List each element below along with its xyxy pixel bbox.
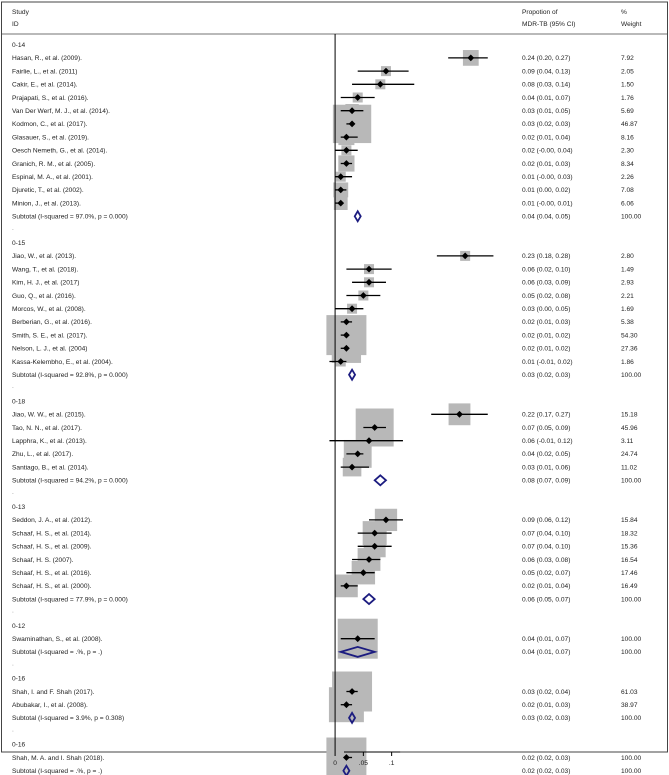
study-effect-ci: 0.09 (0.04, 0.13): [522, 68, 571, 76]
study-name: Seddon, J. A., et al. (2012).: [12, 517, 92, 525]
study-name: Morcos, W., et al. (2008).: [12, 306, 86, 313]
study-name: Hasan, R., et al. (2009).: [12, 55, 83, 63]
study-weight: 2.26: [621, 174, 634, 181]
subtotal-effect-ci: 0.08 (0.07, 0.09): [522, 477, 571, 485]
study-effect-ci: 0.03 (0.01, 0.06): [522, 464, 571, 472]
subtotal-effect-ci: 0.03 (0.02, 0.03): [522, 715, 571, 723]
study-weight: 8.16: [621, 134, 634, 142]
study-weight: 2.05: [621, 68, 634, 76]
subtotal-label: Subtotal (I-squared = 77.9%, p = 0.000): [12, 596, 128, 604]
study-effect-ci: 0.01 (-0.00, 0.03): [522, 174, 573, 181]
group-label: 0-15: [12, 240, 26, 247]
study-name: Van Der Werf, M. J., et al. (2014).: [12, 108, 110, 115]
group-label: 0-13: [12, 504, 26, 511]
subtotal-effect-ci: 0.04 (0.04, 0.05): [522, 213, 571, 221]
group-label: 0-14: [12, 42, 26, 49]
study-name: Kim, H. J., et al. (2017): [12, 279, 80, 287]
subtotal-diamond: [355, 211, 361, 221]
study-effect-ci: 0.05 (0.02, 0.08): [522, 292, 571, 300]
study-effect-ci: 0.09 (0.06, 0.12): [522, 517, 571, 525]
study-effect-ci: 0.07 (0.05, 0.09): [522, 424, 571, 432]
study-effect-ci: 0.07 (0.04, 0.10): [522, 530, 571, 538]
subtotal-weight: 100.00: [621, 715, 642, 723]
header-id-label: ID: [12, 21, 19, 28]
group-label: 0-16: [12, 675, 26, 683]
subtotal-label: Subtotal (I-squared = 97.0%, p = 0.000): [12, 213, 128, 221]
x-tick-label: .05: [358, 760, 368, 767]
study-name: Schaaf, H. S., et al. (2000).: [12, 583, 92, 591]
study-effect-ci: 0.06 (0.02, 0.10): [522, 266, 571, 274]
study-effect-ci: 0.04 (0.01, 0.07): [522, 636, 571, 643]
study-name: Nelson, L. J., et al. (2004): [12, 345, 88, 353]
study-name: Minion, J., et al. (2013).: [12, 200, 81, 208]
study-name: Smith, S. E., et al. (2017).: [12, 332, 88, 340]
group-label: 0-12: [12, 622, 26, 630]
subtotal-effect-ci: 0.03 (0.02, 0.03): [522, 372, 571, 379]
header-weight-percent: %: [621, 9, 627, 16]
study-name: Jiao, W., et al. (2013).: [12, 253, 77, 261]
study-weight: 2.80: [621, 253, 634, 261]
study-effect-ci: 0.07 (0.04, 0.10): [522, 543, 571, 551]
study-weight: 1.49: [621, 266, 634, 274]
study-name: Tao, N. N., et al. (2017).: [12, 424, 82, 432]
study-effect-ci: 0.06 (0.03, 0.08): [522, 556, 571, 564]
study-weight: 24.74: [621, 451, 638, 459]
study-weight: 1.50: [621, 81, 634, 89]
study-weight: 15.18: [621, 411, 638, 419]
study-name: Berberian, G., et al. (2016).: [12, 319, 92, 327]
study-effect-ci: 0.01 (0.00, 0.02): [522, 187, 571, 195]
study-name: Shah, I. and F. Shah (2017).: [12, 688, 95, 696]
study-effect-ci: 0.02 (0.01, 0.03): [522, 160, 571, 168]
study-effect-ci: 0.02 (0.01, 0.03): [522, 702, 571, 709]
study-effect-ci: 0.22 (0.17, 0.27): [522, 411, 571, 419]
study-weight: 16.54: [621, 556, 638, 564]
study-name: Kassa-Kelembho, E., et al. (2004).: [12, 358, 113, 366]
header-effect-label: Propotion of: [522, 9, 558, 16]
subtotal-diamond: [349, 370, 355, 380]
study-effect-ci: 0.05 (0.02, 0.07): [522, 570, 571, 577]
group-spacer-dot: .: [12, 726, 14, 734]
study-weight: 46.87: [621, 121, 638, 129]
study-effect-ci: 0.02 (0.01, 0.02): [522, 332, 571, 340]
group-label: 0-18: [12, 398, 26, 406]
study-weight: 100.00: [621, 754, 642, 762]
study-name: Schaaf, H. S. (2007).: [12, 556, 74, 564]
study-name: Espinal, M. A., et al. (2001).: [12, 174, 93, 181]
study-effect-ci: 0.02 (0.01, 0.04): [522, 134, 571, 142]
study-effect-ci: 0.23 (0.18, 0.28): [522, 253, 571, 261]
study-effect-ci: 0.01 (-0.01, 0.02): [522, 358, 573, 366]
study-name: Swaminathan, S., et al. (2008).: [12, 636, 103, 643]
study-name: Schaaf, H. S., et al. (2016).: [12, 570, 92, 577]
study-weight: 6.06: [621, 200, 634, 208]
study-weight: 1.76: [621, 94, 634, 102]
study-effect-ci: 0.03 (0.01, 0.05): [522, 108, 571, 115]
study-name: Wang, T., et al. (2018).: [12, 266, 79, 274]
study-effect-ci: 0.02 (0.01, 0.04): [522, 583, 571, 591]
study-name: Fairlie, L., et al. (2011): [12, 68, 78, 76]
study-effect-ci: 0.02 (0.02, 0.03): [522, 754, 571, 762]
study-weight: 1.69: [621, 306, 634, 313]
study-weight: 54.30: [621, 332, 638, 340]
study-effect-ci: 0.02 (-0.00, 0.04): [522, 147, 573, 155]
study-effect-ci: 0.06 (-0.01, 0.12): [522, 438, 573, 445]
study-effect-ci: 0.04 (0.02, 0.05): [522, 451, 571, 459]
subtotal-label: Subtotal (I-squared = .%, p = .): [12, 649, 103, 657]
subtotal-effect-ci: 0.06 (0.05, 0.07): [522, 596, 571, 604]
subtotal-label: Subtotal (I-squared = 3.9%, p = 0.308): [12, 715, 125, 723]
study-effect-ci: 0.08 (0.03, 0.14): [522, 81, 571, 89]
header-study-label: Study: [12, 9, 29, 16]
study-name: Oesch Nemeth, G., et al. (2014).: [12, 147, 108, 155]
study-effect-ci: 0.03 (0.02, 0.03): [522, 121, 571, 129]
x-tick-label: .1: [388, 760, 395, 767]
study-weight: 11.02: [621, 464, 638, 472]
study-weight: 45.96: [621, 424, 638, 432]
study-effect-ci: 0.03 (0.02, 0.04): [522, 688, 571, 696]
study-effect-ci: 0.24 (0.20, 0.27): [522, 55, 571, 63]
study-name: Guo, Q., et al. (2016).: [12, 292, 76, 300]
study-name: Prajapati, S., et al. (2016).: [12, 94, 89, 102]
study-weight: 5.69: [621, 108, 634, 115]
study-weight: 2.30: [621, 147, 634, 155]
study-weight: 5.38: [621, 319, 634, 327]
group-spacer-dot: .: [12, 660, 14, 668]
study-name: Schaaf, H. S., et al. (2014).: [12, 530, 92, 538]
study-effect-ci: 0.06 (0.03, 0.09): [522, 279, 571, 287]
subtotal-diamond: [375, 475, 386, 485]
group-label: 0-16: [12, 741, 26, 749]
study-weight: 18.32: [621, 530, 638, 538]
study-weight: 7.08: [621, 187, 634, 195]
subtotal-label: Subtotal (I-squared = 92.8%, p = 0.000): [12, 372, 128, 379]
study-weight: 15.36: [621, 543, 638, 551]
study-effect-ci: 0.01 (-0.00, 0.01): [522, 200, 573, 208]
study-weight: 8.34: [621, 160, 634, 168]
study-weight: 38.97: [621, 702, 638, 709]
header-weight-label: Weight: [621, 21, 642, 28]
subtotal-weight: 100.00: [621, 596, 642, 604]
study-name: Zhu, L., et al. (2017).: [12, 451, 74, 459]
study-name: Cakir, E., et al. (2014).: [12, 81, 78, 89]
group-spacer-dot: .: [12, 224, 14, 232]
group-spacer-dot: .: [12, 488, 14, 496]
study-weight: 2.21: [621, 292, 634, 300]
subtotal-weight: 100.00: [621, 477, 642, 485]
study-name: Kodmon, C., et al. (2017).: [12, 121, 88, 129]
study-weight: 15.84: [621, 517, 638, 525]
study-name: Abubakar, I., et al. (2008).: [12, 702, 88, 709]
study-name: Santiago, B., et al. (2014).: [12, 464, 89, 472]
study-name: Lapphra, K., et al. (2013).: [12, 438, 87, 445]
subtotal-effect-ci: 0.02 (0.02, 0.03): [522, 768, 571, 775]
subtotal-weight: 100.00: [621, 372, 642, 379]
subtotal-weight: 100.00: [621, 768, 642, 775]
study-weight: 17.46: [621, 570, 638, 577]
study-effect-ci: 0.03 (0.00, 0.05): [522, 306, 571, 313]
subtotal-diamond: [363, 594, 374, 604]
study-effect-ci: 0.02 (0.01, 0.03): [522, 319, 571, 327]
study-name: Schaaf, H. S., et al. (2009).: [12, 543, 92, 551]
study-effect-ci: 0.02 (0.01, 0.02): [522, 345, 571, 353]
study-weight: 1.86: [621, 358, 634, 366]
study-weight: 61.03: [621, 688, 638, 696]
subtotal-weight: 100.00: [621, 213, 642, 221]
study-name: Djuretic, T., et al. (2002).: [12, 187, 84, 195]
study-weight: 2.93: [621, 279, 634, 287]
subtotal-label: Subtotal (I-squared = 94.2%, p = 0.000): [12, 477, 128, 485]
study-weight: 27.36: [621, 345, 638, 353]
study-effect-ci: 0.04 (0.01, 0.07): [522, 94, 571, 102]
x-tick-label: 0: [333, 760, 337, 767]
study-name: Granich, R. M., et al. (2005).: [12, 160, 96, 168]
group-spacer-dot: .: [12, 383, 14, 391]
subtotal-weight: 100.00: [621, 649, 642, 657]
header-effect-ci-label: MDR-TB (95% CI): [522, 21, 576, 28]
study-name: Glasauer, S., et al. (2019).: [12, 134, 89, 142]
group-spacer-dot: .: [12, 607, 14, 615]
study-weight: 100.00: [621, 636, 642, 643]
study-weight: 16.49: [621, 583, 638, 591]
study-weight: 7.92: [621, 55, 634, 63]
subtotal-label: Subtotal (I-squared = .%, p = .): [12, 768, 103, 775]
study-weight: 3.11: [621, 438, 634, 445]
subtotal-effect-ci: 0.04 (0.01, 0.07): [522, 649, 571, 657]
study-name: Jiao, W. W., et al. (2015).: [12, 411, 86, 419]
study-name: Shah, M. A. and I. Shah (2018).: [12, 754, 105, 762]
